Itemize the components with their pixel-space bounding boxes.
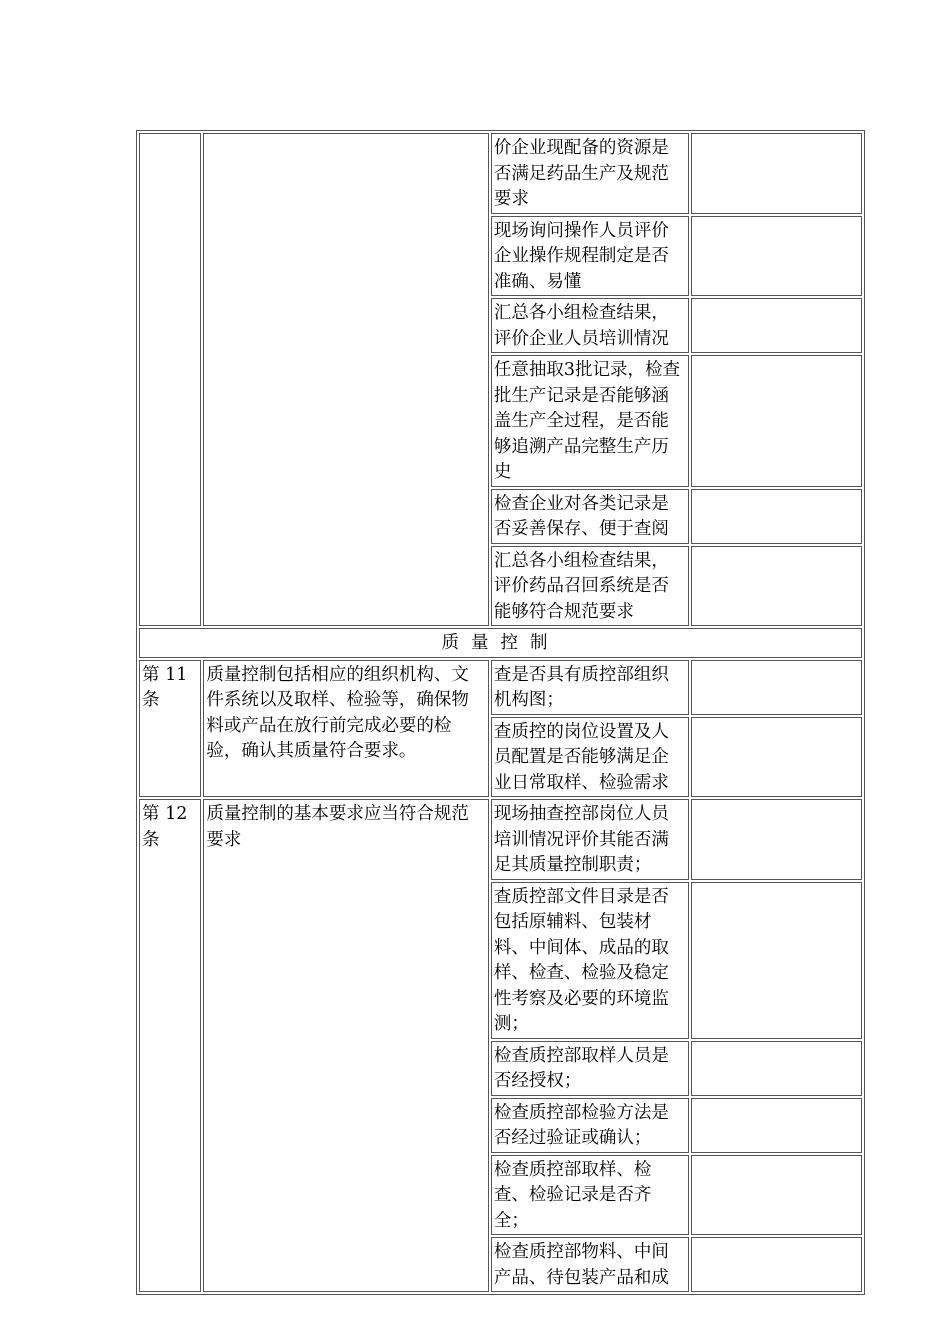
result-cell: [691, 546, 862, 627]
result-cell: [691, 660, 862, 715]
result-cell: [691, 489, 862, 544]
result-cell: [691, 882, 862, 1039]
check-item: 检查质控部检验方法是否经过验证或确认；: [491, 1098, 689, 1153]
check-item: 查质控部文件目录是否包括原辅料、包装材料、中间体、成品的取样、检查、检验及稳定性考察及必要的环境监测；: [491, 882, 689, 1039]
check-item: 检查企业对各类记录是否妥善保存、便于查阅: [491, 489, 689, 544]
check-item: 检查质控部物料、中间产品、待包装产品和成: [491, 1237, 689, 1292]
result-cell: [691, 1098, 862, 1153]
check-item: 价企业现配备的资源是否满足药品生产及规范要求: [491, 133, 689, 214]
section-row: [139, 628, 862, 658]
article-content: 质量控制包括相应的组织机构、文件系统以及取样、检验等，确保物料或产品在放行前完成必要的检验，确认其质量符合要求。: [203, 660, 489, 798]
check-item: 现场询问操作人员评价企业操作规程制定是否准确、易懂: [491, 216, 689, 297]
table-row: [139, 660, 862, 715]
check-item: 查质控的岗位设置及人员配置是否能够满足企业日常取样、检验需求: [491, 717, 689, 798]
check-item: 任意抽取3批记录，检查批生产记录是否能够涵盖生产全过程，是否能够追溯产品完整生产历史: [491, 355, 689, 487]
article-content: 质量控制的基本要求应当符合规范要求: [203, 799, 489, 1292]
result-cell: [691, 133, 862, 214]
table-row: [139, 133, 862, 214]
result-cell: [691, 216, 862, 297]
article-label: 第 12 条: [139, 799, 201, 1292]
result-cell: [691, 1155, 862, 1236]
section-title: 质量控制: [139, 628, 862, 658]
check-item: 现场抽查控部岗位人员培训情况评价其能否满足其质量控制职责；: [491, 799, 689, 880]
result-cell: [691, 1041, 862, 1096]
check-item: 检查质控部取样人员是否经授权；: [491, 1041, 689, 1096]
check-item: 汇总各小组检查结果，评价企业人员培训情况: [491, 298, 689, 353]
check-item: 查是否具有质控部组织机构图；: [491, 660, 689, 715]
result-cell: [691, 717, 862, 798]
content-cell-empty: [203, 133, 489, 626]
result-cell: [691, 799, 862, 880]
article-cell-empty: [139, 133, 201, 626]
article-label: 第 11 条: [139, 660, 201, 798]
check-item: 检查质控部取样、检查、检验记录是否齐全；: [491, 1155, 689, 1236]
check-item: 汇总各小组检查结果，评价药品召回系统是否能够符合规范要求: [491, 546, 689, 627]
result-cell: [691, 298, 862, 353]
inspection-table: [136, 130, 865, 1295]
table-row: [139, 799, 862, 880]
result-cell: [691, 1237, 862, 1292]
result-cell: [691, 355, 862, 487]
